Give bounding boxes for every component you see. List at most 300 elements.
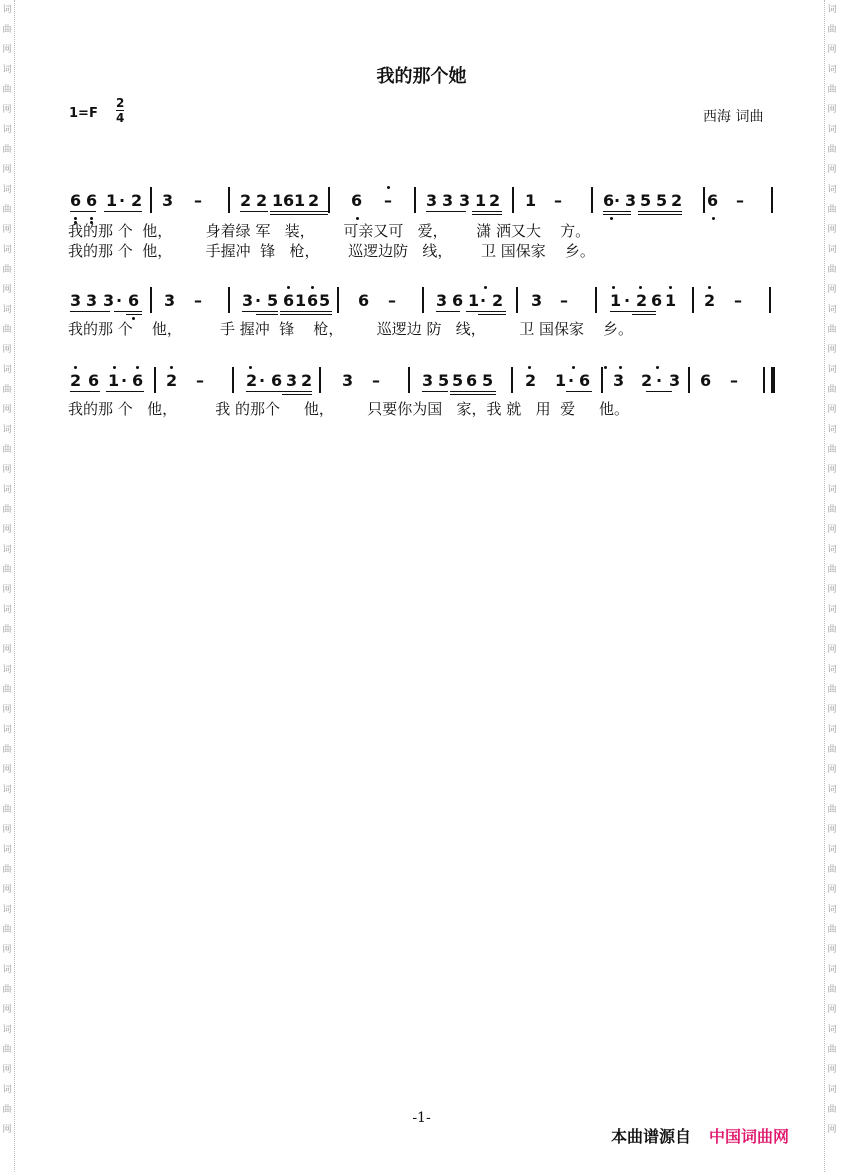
barline: [228, 287, 230, 313]
watermark-glyph: 词: [827, 305, 837, 315]
duration-underline: [466, 311, 506, 312]
watermark-glyph: 词: [827, 5, 837, 15]
watermark-glyph: 网: [827, 165, 837, 175]
sustain-dash: –: [736, 191, 744, 210]
watermark-glyph: 曲: [827, 25, 837, 35]
barline: [150, 287, 152, 313]
sustain-dash: –: [734, 291, 742, 310]
watermark-glyph: 词: [827, 1085, 837, 1095]
source-note: [611, 1124, 789, 1147]
watermark-glyph: 网: [827, 705, 837, 715]
watermark-glyph: 词: [827, 65, 837, 75]
watermark-glyph: 词: [827, 245, 837, 255]
dotted-note-mark: ·: [656, 371, 663, 390]
barline: [601, 367, 603, 393]
barline: [408, 367, 410, 393]
watermark-glyph: 词: [827, 965, 837, 975]
watermark-glyph: 曲: [2, 85, 12, 95]
duration-underline: [436, 311, 460, 312]
note: 3: [625, 191, 637, 210]
duration-underline: [280, 314, 332, 315]
watermark-glyph: 曲: [827, 85, 837, 95]
duration-underline: [646, 391, 672, 392]
note: 2: [240, 191, 252, 210]
dotted-note-mark: ·: [116, 291, 123, 310]
note: 6: [707, 191, 719, 210]
dotted-note-mark: ·: [480, 291, 487, 310]
duration-underline: [106, 391, 144, 392]
dotted-note-mark: ·: [568, 371, 575, 390]
barline: [228, 187, 230, 213]
barline: [595, 287, 597, 313]
sustain-dash: –: [196, 371, 204, 390]
watermark-glyph: 曲: [2, 925, 12, 935]
duration-underline: [478, 314, 506, 315]
watermark-glyph: 网: [2, 825, 12, 835]
duration-underline: [104, 211, 142, 212]
octave-up-dot: [604, 366, 607, 369]
sustain-dash: –: [730, 371, 738, 390]
watermark-glyph: 词: [827, 425, 837, 435]
note: 2: [256, 191, 268, 210]
note: 6: [307, 291, 319, 310]
watermark-glyph: 曲: [2, 445, 12, 455]
watermark-glyph: 曲: [827, 745, 837, 755]
note: 2: [525, 371, 537, 390]
octave-up-dot: [170, 366, 173, 369]
watermark-glyph: 词: [2, 1025, 12, 1035]
note: 2: [301, 371, 313, 390]
octave-down-dot: [712, 217, 715, 220]
barline: [154, 367, 156, 393]
barline: [591, 187, 593, 213]
note: 1: [295, 291, 307, 310]
note: 3: [669, 371, 681, 390]
watermark-glyph: 曲: [827, 325, 837, 335]
watermark-glyph: 曲: [827, 1045, 837, 1055]
watermark-glyph: 网: [827, 885, 837, 895]
watermark-glyph: 词: [827, 545, 837, 555]
watermark-glyph: 网: [827, 585, 837, 595]
barline: [328, 187, 330, 213]
barline: [422, 287, 424, 313]
note: 6: [283, 291, 295, 310]
duration-underline: [282, 391, 312, 392]
duration-underline: [610, 311, 632, 312]
duration-underline: [70, 391, 100, 392]
note: 2: [636, 291, 648, 310]
note: 6: [271, 371, 283, 390]
note: 3: [613, 371, 625, 390]
barline: [512, 187, 514, 213]
duration-underline: [280, 311, 332, 312]
watermark-glyph: 词: [2, 905, 12, 915]
note: 2: [70, 371, 82, 390]
note: 5: [482, 371, 494, 390]
octave-up-dot: [74, 366, 77, 369]
watermark-glyph: 词: [827, 785, 837, 795]
watermark-glyph: 词: [2, 965, 12, 975]
duration-underline: [638, 211, 682, 212]
watermark-glyph: 词: [827, 185, 837, 195]
note: 6: [466, 371, 478, 390]
watermark-glyph: 网: [2, 405, 12, 415]
watermark-glyph: 词: [827, 905, 837, 915]
watermark-glyph: 曲: [2, 805, 12, 815]
duration-underline: [256, 314, 278, 315]
watermark-glyph: 词: [827, 125, 837, 135]
duration-underline: [422, 391, 448, 392]
barline: [414, 187, 416, 213]
lyric-line: 我的那 个 他， 手 握冲 锋 枪， 巡逻边 防 线， 卫 国保家 乡。: [68, 320, 634, 338]
note: 5: [452, 371, 464, 390]
watermark-glyph: 词: [827, 665, 837, 675]
lyric-line: 我的那 个 他， 我 的那个 他， 只要你为国 家，我 就 用 爱 他。: [68, 400, 629, 418]
watermark-glyph: 网: [827, 945, 837, 955]
duration-underline: [270, 214, 328, 215]
watermark-glyph: 曲: [827, 625, 837, 635]
duration-underline: [426, 211, 466, 212]
watermark-glyph: 网: [2, 705, 12, 715]
note: 2: [246, 371, 258, 390]
duration-underline: [242, 311, 278, 312]
note: 2: [671, 191, 683, 210]
duration-underline: [114, 311, 142, 312]
note: 6: [452, 291, 464, 310]
note: 1: [665, 291, 677, 310]
note: 3: [70, 291, 82, 310]
barline: [703, 187, 705, 213]
watermark-glyph: 网: [2, 45, 12, 55]
octave-up-dot: [287, 286, 290, 289]
note: 6: [351, 191, 363, 210]
duration-underline: [603, 211, 631, 212]
note: 1: [475, 191, 487, 210]
watermark-glyph: 曲: [827, 265, 837, 275]
octave-up-dot: [669, 286, 672, 289]
watermark-glyph: 网: [2, 345, 12, 355]
watermark-glyph: 词: [827, 485, 837, 495]
dotted-note-mark: ·: [624, 291, 631, 310]
source-site-link[interactable]: 中国词曲网: [709, 1127, 790, 1146]
duration-underline: [450, 391, 496, 392]
dotted-note-mark: ·: [119, 191, 126, 210]
barline: [692, 287, 694, 313]
barline: [516, 287, 518, 313]
octave-up-dot: [387, 186, 390, 189]
note: 6: [132, 371, 144, 390]
watermark-glyph: 曲: [827, 145, 837, 155]
watermark-glyph: 词: [2, 125, 12, 135]
octave-up-dot: [528, 366, 531, 369]
watermark-glyph: 曲: [2, 505, 12, 515]
watermark-glyph: 词: [827, 725, 837, 735]
barline: [688, 367, 690, 393]
barline: [232, 367, 234, 393]
watermark-glyph: 曲: [2, 205, 12, 215]
note: 1: [555, 371, 567, 390]
note: 2: [489, 191, 501, 210]
note: 6: [603, 191, 615, 210]
watermark-glyph: 曲: [2, 1105, 12, 1115]
watermark-glyph: 网: [827, 1125, 837, 1135]
duration-underline: [632, 311, 656, 312]
note: 3: [422, 371, 434, 390]
duration-underline: [70, 211, 96, 212]
watermark-glyph: 网: [2, 945, 12, 955]
watermark-glyph: 曲: [2, 385, 12, 395]
watermark-glyph: 曲: [827, 205, 837, 215]
watermark-glyph: 词: [827, 605, 837, 615]
watermark-glyph: 网: [827, 345, 837, 355]
watermark-glyph: 词: [2, 245, 12, 255]
watermark-glyph: 曲: [2, 265, 12, 275]
watermark-glyph: 网: [2, 525, 12, 535]
note: 3: [286, 371, 298, 390]
note: 5: [640, 191, 652, 210]
octave-up-dot: [136, 366, 139, 369]
dotted-note-mark: ·: [121, 371, 128, 390]
watermark-glyph: 网: [2, 165, 12, 175]
meter-top: 2: [116, 96, 125, 110]
sustain-dash: –: [194, 291, 202, 310]
watermark-glyph: 网: [827, 765, 837, 775]
watermark-glyph: 词: [2, 425, 12, 435]
watermark-glyph: 网: [827, 225, 837, 235]
watermark-glyph: 网: [827, 525, 837, 535]
watermark-glyph: 网: [827, 405, 837, 415]
barline: [337, 287, 339, 313]
duration-underline: [70, 311, 110, 312]
watermark-glyph: 词: [2, 5, 12, 15]
note: 3: [242, 291, 254, 310]
watermark-glyph: 网: [827, 1005, 837, 1015]
duration-underline: [246, 391, 282, 392]
duration-underline: [603, 214, 631, 215]
watermark-glyph: 词: [2, 785, 12, 795]
source-label: 本曲谱源自: [611, 1127, 692, 1146]
watermark-glyph: 词: [2, 605, 12, 615]
note: 5: [438, 371, 450, 390]
note: 2: [704, 291, 716, 310]
duration-underline: [282, 394, 312, 395]
watermark-glyph: 词: [2, 1085, 12, 1095]
watermark-glyph: 曲: [827, 805, 837, 815]
octave-up-dot: [311, 286, 314, 289]
watermark-glyph: 词: [2, 725, 12, 735]
key-signature: 1=F: [69, 106, 98, 121]
watermark-glyph: 词: [2, 545, 12, 555]
octave-up-dot: [249, 366, 252, 369]
note: 5: [656, 191, 668, 210]
watermark-glyph: 曲: [827, 1105, 837, 1115]
duration-underline: [240, 211, 268, 212]
note: 2: [308, 191, 320, 210]
note: 1: [525, 191, 537, 210]
note: 6: [700, 371, 712, 390]
watermark-glyph: 曲: [827, 505, 837, 515]
sustain-dash: –: [372, 371, 380, 390]
octave-up-dot: [572, 366, 575, 369]
watermark-glyph: 曲: [827, 565, 837, 575]
watermark-glyph: 词: [2, 65, 12, 75]
note: 3: [342, 371, 354, 390]
right-watermark-strip: [824, 0, 839, 1172]
watermark-glyph: 词: [827, 845, 837, 855]
watermark-glyph: 曲: [827, 685, 837, 695]
watermark-glyph: 曲: [827, 985, 837, 995]
note: 1: [108, 371, 120, 390]
composer-credit: 西海 词曲: [703, 109, 764, 125]
note: 1: [272, 191, 284, 210]
note: 5: [267, 291, 279, 310]
barline: [771, 187, 773, 213]
sustain-dash: –: [560, 291, 568, 310]
watermark-glyph: 曲: [827, 385, 837, 395]
duration-underline: [638, 214, 682, 215]
note: 6: [358, 291, 370, 310]
note: 6: [128, 291, 140, 310]
octave-up-dot: [612, 286, 615, 289]
notes-line: [66, 191, 776, 221]
note: 3: [459, 191, 471, 210]
duration-underline: [472, 211, 502, 212]
duration-underline: [450, 394, 496, 395]
watermark-glyph: 网: [827, 465, 837, 475]
note: 3: [442, 191, 454, 210]
note: 1: [106, 191, 118, 210]
watermark-glyph: 网: [827, 45, 837, 55]
watermark-glyph: 网: [2, 285, 12, 295]
duration-underline: [126, 314, 142, 315]
watermark-glyph: 网: [2, 885, 12, 895]
barline: [769, 287, 771, 313]
watermark-glyph: 网: [2, 1005, 12, 1015]
sustain-dash: –: [384, 191, 392, 210]
left-watermark-strip: [0, 0, 15, 1172]
watermark-glyph: 词: [2, 845, 12, 855]
note: 2: [492, 291, 504, 310]
note: 6: [651, 291, 663, 310]
watermark-glyph: 网: [827, 825, 837, 835]
note: 2: [166, 371, 178, 390]
watermark-glyph: 网: [827, 1065, 837, 1075]
octave-up-dot: [656, 366, 659, 369]
final-barline: [763, 367, 775, 393]
watermark-glyph: 网: [2, 1125, 12, 1135]
watermark-glyph: 网: [2, 645, 12, 655]
sustain-dash: –: [554, 191, 562, 210]
octave-down-dot: [610, 217, 613, 220]
dotted-note-mark: ·: [255, 291, 262, 310]
watermark-glyph: 曲: [2, 685, 12, 695]
note: 3: [436, 291, 448, 310]
note: 3: [103, 291, 115, 310]
note: 6: [70, 191, 82, 210]
note: 3: [162, 191, 174, 210]
watermark-glyph: 曲: [2, 1045, 12, 1055]
lyric-line: 我的那 个 他， 手握冲 锋 枪， 巡逻边防 线， 卫 国保家 乡。: [68, 242, 595, 260]
watermark-glyph: 曲: [2, 625, 12, 635]
watermark-glyph: 曲: [827, 925, 837, 935]
watermark-glyph: 曲: [2, 985, 12, 995]
sustain-dash: –: [194, 191, 202, 210]
watermark-glyph: 网: [827, 285, 837, 295]
note: 1: [610, 291, 622, 310]
watermark-glyph: 词: [2, 365, 12, 375]
watermark-glyph: 词: [2, 185, 12, 195]
octave-up-dot: [619, 366, 622, 369]
note: 3: [531, 291, 543, 310]
watermark-glyph: 网: [2, 465, 12, 475]
watermark-glyph: 曲: [2, 325, 12, 335]
lyric-line: 我的那 个 他， 身着绿 军 装， 可亲又可 爱， 潇 洒又大 方。: [68, 222, 591, 240]
watermark-glyph: 网: [2, 105, 12, 115]
dotted-note-mark: ·: [259, 371, 266, 390]
duration-underline: [566, 391, 592, 392]
note: 5: [319, 291, 331, 310]
note: 2: [641, 371, 653, 390]
watermark-glyph: 曲: [827, 865, 837, 875]
duration-underline: [632, 314, 656, 315]
note: 2: [131, 191, 143, 210]
note: 6: [88, 371, 100, 390]
song-title: 我的那个她: [376, 66, 467, 87]
watermark-glyph: 网: [827, 645, 837, 655]
note: 6: [283, 191, 295, 210]
sustain-dash: –: [388, 291, 396, 310]
note: 3: [426, 191, 438, 210]
octave-up-dot: [113, 366, 116, 369]
barline: [511, 367, 513, 393]
watermark-glyph: 曲: [2, 865, 12, 875]
note: 1: [294, 191, 306, 210]
watermark-glyph: 网: [2, 225, 12, 235]
watermark-glyph: 网: [827, 105, 837, 115]
watermark-glyph: 词: [2, 665, 12, 675]
dotted-note-mark: ·: [614, 191, 621, 210]
octave-up-dot: [484, 286, 487, 289]
barline: [319, 367, 321, 393]
watermark-glyph: 词: [827, 1025, 837, 1035]
page-number: -1-: [412, 1110, 431, 1126]
note: 3: [164, 291, 176, 310]
watermark-glyph: 曲: [2, 145, 12, 155]
duration-underline: [472, 214, 502, 215]
octave-up-dot: [639, 286, 642, 289]
watermark-glyph: 网: [2, 1065, 12, 1075]
watermark-glyph: 词: [2, 305, 12, 315]
barline: [150, 187, 152, 213]
note: 6: [86, 191, 98, 210]
note: 3: [86, 291, 98, 310]
note: 6: [579, 371, 591, 390]
watermark-glyph: 网: [2, 765, 12, 775]
watermark-glyph: 词: [827, 365, 837, 375]
notes-line: [66, 291, 776, 321]
watermark-glyph: 词: [2, 485, 12, 495]
watermark-glyph: 曲: [2, 565, 12, 575]
meter-bottom: 4: [116, 111, 125, 125]
time-signature: [116, 96, 124, 125]
watermark-glyph: 曲: [2, 25, 12, 35]
duration-underline: [270, 211, 328, 212]
watermark-glyph: 曲: [827, 445, 837, 455]
notes-line: [66, 371, 776, 401]
watermark-glyph: 网: [2, 585, 12, 595]
watermark-glyph: 曲: [2, 745, 12, 755]
octave-up-dot: [708, 286, 711, 289]
